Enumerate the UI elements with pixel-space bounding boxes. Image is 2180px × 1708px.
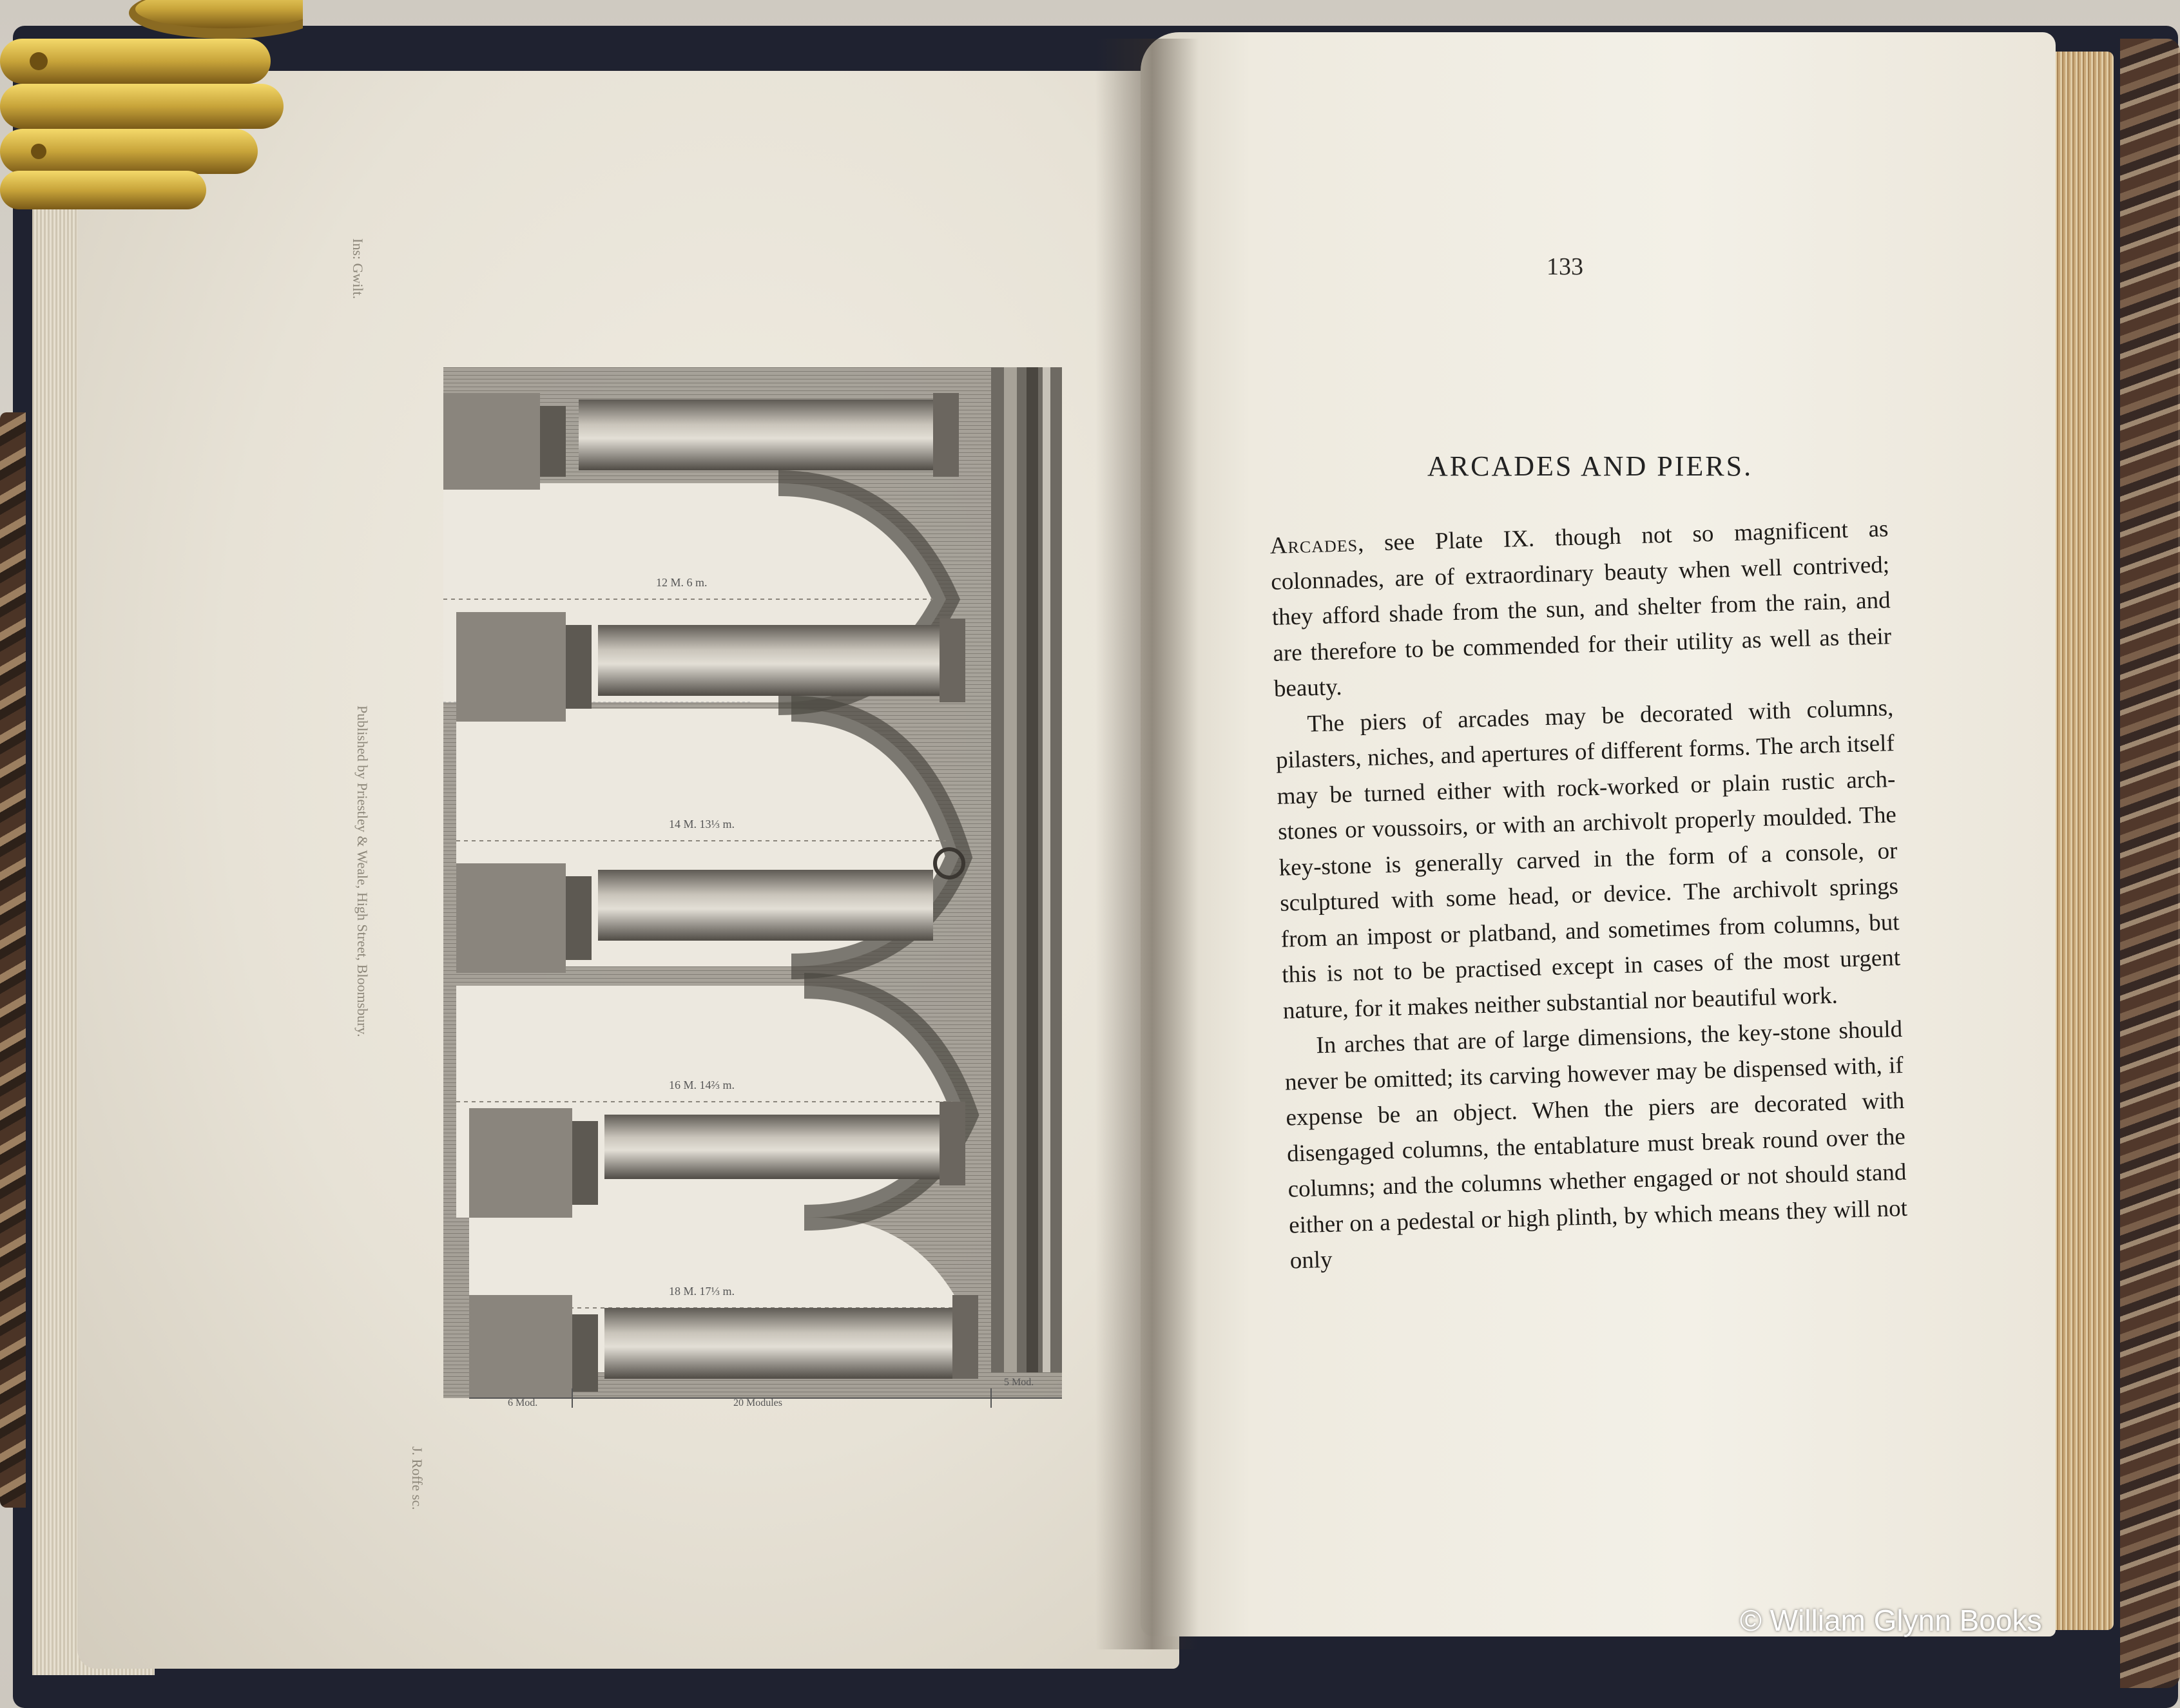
section-heading: ARCADES AND PIERS. bbox=[1427, 450, 1753, 482]
entablature-scale-label: 5 Mod. bbox=[1004, 1377, 1034, 1388]
span-label-3: 16 M. 14⅔ m. bbox=[669, 1079, 735, 1091]
marbled-edge-left bbox=[0, 412, 26, 1508]
paragraph-3: In arches that are of large dimensions, the key-stone should never be omitted; its carving however may be dispensed with, if expense be an object. When the piers are decorated with disengaged columns, the entablature must break round over the columns; and the columns whether engaged or not should stand either on a pedestal or high plinth, by which means they will not only bbox=[1284, 1015, 1908, 1274]
arcade-engraving bbox=[443, 367, 1088, 1411]
engraver-signature: J. Roffe sc. bbox=[409, 1446, 425, 1510]
span-label-2: 14 M. 13⅓ m. bbox=[669, 818, 735, 830]
book-gutter bbox=[1095, 39, 1199, 1649]
paragraph-1-lead: Arcades bbox=[1269, 530, 1358, 559]
column-scale-label: 20 Modules bbox=[733, 1397, 782, 1408]
brass-hand-icon bbox=[0, 0, 303, 213]
copyright-watermark: © William Glynn Books bbox=[1740, 1604, 2042, 1637]
marbled-edge-right bbox=[2120, 39, 2180, 1688]
body-text bbox=[1269, 511, 1909, 1279]
paragraph-2: The piers of arcades may be decorated with columns, pilasters, niches, and apertures of different forms. The arch itself may be turned either with rock-worked or plain rustic arch-stones or voussoirs, or with an archivolt properly moulded. The key-stone is generally carved in the form of a console, or sculptured with some head, or device. The archivolt springs from an impost or platband, and sometimes from columns, but this is not to be practised except in cases of the most urgent nature, for it makes neither substantial nor beautiful work. bbox=[1275, 694, 1901, 1024]
engraver-note-top: Ins: Gwilt. bbox=[350, 238, 366, 300]
page-number: 133 bbox=[1547, 253, 1583, 280]
span-label-4: 18 M. 17⅓ m. bbox=[669, 1285, 735, 1298]
paragraph-1-text: , see Plate IX. though not so magnificent as colonnades, are of extraordinary beauty when well contrived; they afford shade from the sun, and shelter from the rain, and are therefore to be commended for their utility as well as their beauty. bbox=[1270, 515, 1892, 702]
paragraph-1 bbox=[1269, 511, 1893, 707]
publisher-imprint: Published by Priestley & Weale, High Street, Bloomsbury. bbox=[354, 705, 371, 1037]
span-label-1: 12 M. 6 m. bbox=[656, 576, 708, 589]
pier-scale-label: 6 Mod. bbox=[508, 1397, 538, 1408]
